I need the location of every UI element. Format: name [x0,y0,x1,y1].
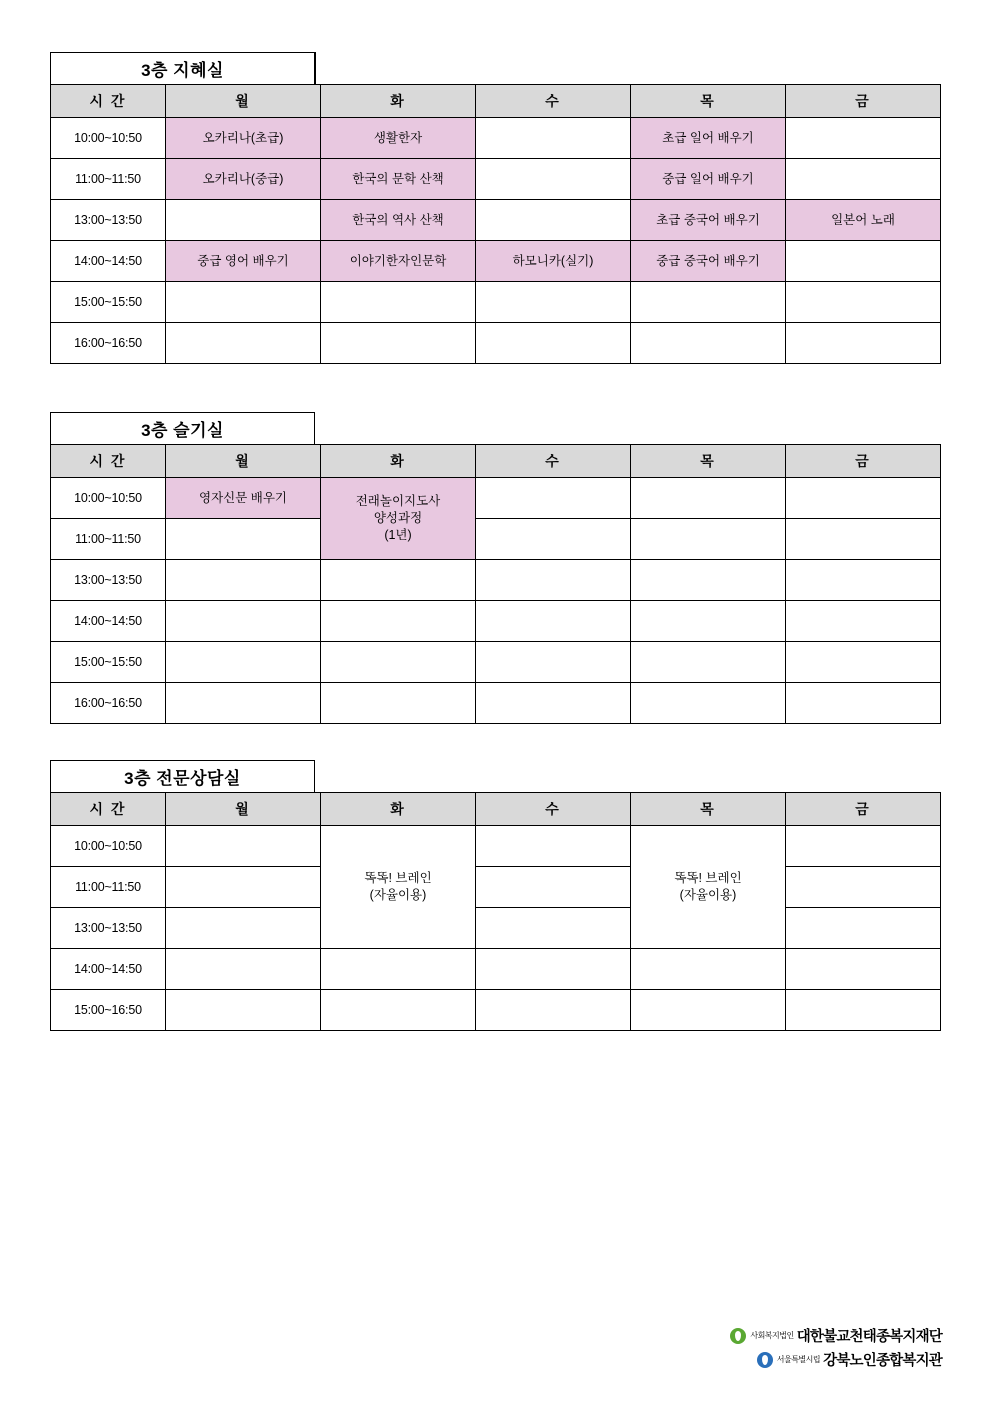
empty-cell [786,241,941,282]
empty-cell [476,826,631,867]
empty-cell [631,282,786,323]
empty-cell [166,282,321,323]
empty-cell [166,949,321,990]
table-row [51,990,941,1031]
empty-cell [476,159,631,200]
class-cell: 똑똑! 브레인 (자율이용) [321,826,476,949]
empty-cell [476,282,631,323]
footer-logos [712,1325,942,1373]
logo-line-center [712,1349,942,1370]
table-title-row-1 [50,412,941,444]
logo-line-foundation [712,1325,942,1346]
empty-cell [476,642,631,683]
person-logo-icon [730,1328,746,1344]
table-header-row [51,445,941,478]
empty-cell [321,282,476,323]
empty-cell [631,478,786,519]
col-header-fri: 금 [786,793,941,826]
table-row [51,519,941,560]
table-row [51,949,941,990]
empty-cell [476,323,631,364]
empty-cell [476,908,631,949]
schedule-table-2 [50,792,941,1031]
empty-cell [476,990,631,1031]
empty-cell [321,683,476,724]
class-cell: 중급 영어 배우기 [166,241,321,282]
empty-cell [166,323,321,364]
empty-cell [321,560,476,601]
class-cell: 초급 일어 배우기 [631,118,786,159]
empty-cell [476,949,631,990]
schedule-table-1 [50,444,941,724]
empty-cell [476,519,631,560]
table-title-row-2 [50,760,941,792]
empty-cell [786,601,941,642]
table-row [51,282,941,323]
col-header-fri: 금 [786,85,941,118]
col-header-tue: 화 [321,85,476,118]
col-header-fri: 금 [786,445,941,478]
col-header-tue: 화 [321,445,476,478]
class-cell: 영자신문 배우기 [166,478,321,519]
table-row [51,241,941,282]
empty-cell [786,519,941,560]
class-cell: 이야기한자인문학 [321,241,476,282]
empty-cell [166,519,321,560]
empty-cell [166,826,321,867]
time-cell: 15:00~15:50 [51,642,166,683]
empty-cell [166,200,321,241]
col-header-mon: 월 [166,793,321,826]
foundation-name: 대한불교천태종복지재단 [796,1329,942,1345]
class-cell: 오카리나(중급) [166,159,321,200]
empty-cell [476,601,631,642]
col-header-time: 시 간 [51,85,166,118]
time-cell: 13:00~13:50 [51,200,166,241]
class-cell: 중급 일어 배우기 [631,159,786,200]
center-prefix: 서울특별시립 [776,1355,821,1364]
col-header-time: 시 간 [51,793,166,826]
time-cell: 15:00~15:50 [51,282,166,323]
table-header-row [51,793,941,826]
table-title-0: 3층 지혜실 [50,52,315,84]
empty-cell [166,642,321,683]
empty-cell [786,282,941,323]
empty-cell [476,200,631,241]
col-header-wed: 수 [476,85,631,118]
col-header-thu: 목 [631,793,786,826]
empty-cell [786,478,941,519]
time-cell: 10:00~10:50 [51,118,166,159]
class-cell: 초급 중국어 배우기 [631,200,786,241]
time-cell: 16:00~16:50 [51,323,166,364]
empty-cell [631,601,786,642]
schedule-block-1 [50,412,941,724]
empty-cell [166,867,321,908]
person-logo-icon [757,1352,773,1368]
col-header-wed: 수 [476,445,631,478]
foundation-prefix: 사회복지법인 [750,1331,794,1340]
col-header-time: 시 간 [51,445,166,478]
empty-cell [786,990,941,1031]
schedule-block-2 [50,760,941,1031]
empty-cell [786,949,941,990]
empty-cell [786,683,941,724]
time-cell: 16:00~16:50 [51,683,166,724]
empty-cell [631,323,786,364]
class-cell: 한국의 문학 산책 [321,159,476,200]
table-header-row [51,85,941,118]
col-header-mon: 월 [166,85,321,118]
time-cell: 15:00~16:50 [51,990,166,1031]
table-title-2: 3층 전문상담실 [50,760,315,792]
empty-cell [786,118,941,159]
time-cell: 10:00~10:50 [51,826,166,867]
empty-cell [166,990,321,1031]
table-title-1: 3층 슬기실 [50,412,315,444]
empty-cell [476,867,631,908]
table-row [51,159,941,200]
class-cell: 중급 중국어 배우기 [631,241,786,282]
table-row [51,601,941,642]
col-header-wed: 수 [476,793,631,826]
table-row [51,323,941,364]
empty-cell [786,642,941,683]
table-row [51,683,941,724]
empty-cell [166,601,321,642]
table-row [51,200,941,241]
empty-cell [321,642,476,683]
empty-cell [631,683,786,724]
empty-cell [321,323,476,364]
schedule-block-0 [50,52,941,364]
class-cell: 똑똑! 브레인 (자율이용) [631,826,786,949]
time-cell: 10:00~10:50 [51,478,166,519]
title-spacer-0 [315,52,316,84]
class-cell: 전래놀이지도사 양성과정 (1년) [321,478,476,560]
table-row [51,478,941,519]
table-title-row-0 [50,52,941,84]
time-cell: 11:00~11:50 [51,867,166,908]
empty-cell [631,519,786,560]
empty-cell [786,323,941,364]
time-cell: 14:00~14:50 [51,949,166,990]
schedule-table-0 [50,84,941,364]
time-cell: 13:00~13:50 [51,908,166,949]
table-body-2 [51,826,941,1031]
empty-cell [476,683,631,724]
class-cell: 일본어 노래 [786,200,941,241]
table-body-1 [51,478,941,724]
empty-cell [321,601,476,642]
empty-cell [631,560,786,601]
empty-cell [631,990,786,1031]
center-name: 강북노인종합복지관 [823,1353,942,1369]
empty-cell [166,560,321,601]
class-cell: 오카리나(초급) [166,118,321,159]
time-cell: 14:00~14:50 [51,601,166,642]
empty-cell [786,908,941,949]
table-body-0 [51,118,941,364]
table-row [51,642,941,683]
empty-cell [166,683,321,724]
empty-cell [321,990,476,1031]
class-cell: 생활한자 [321,118,476,159]
time-cell: 11:00~11:50 [51,519,166,560]
class-cell: 하모니카(실기) [476,241,631,282]
empty-cell [786,826,941,867]
time-cell: 14:00~14:50 [51,241,166,282]
table-row [51,118,941,159]
empty-cell [786,159,941,200]
empty-cell [166,908,321,949]
empty-cell [631,949,786,990]
col-header-thu: 목 [631,445,786,478]
empty-cell [786,867,941,908]
class-cell: 한국의 역사 산책 [321,200,476,241]
col-header-thu: 목 [631,85,786,118]
empty-cell [631,642,786,683]
table-row [51,867,941,908]
col-header-tue: 화 [321,793,476,826]
empty-cell [786,560,941,601]
empty-cell [476,478,631,519]
time-cell: 13:00~13:50 [51,560,166,601]
table-row [51,560,941,601]
empty-cell [476,118,631,159]
table-row [51,826,941,867]
col-header-mon: 월 [166,445,321,478]
empty-cell [476,560,631,601]
time-cell: 11:00~11:50 [51,159,166,200]
table-row [51,908,941,949]
empty-cell [321,949,476,990]
